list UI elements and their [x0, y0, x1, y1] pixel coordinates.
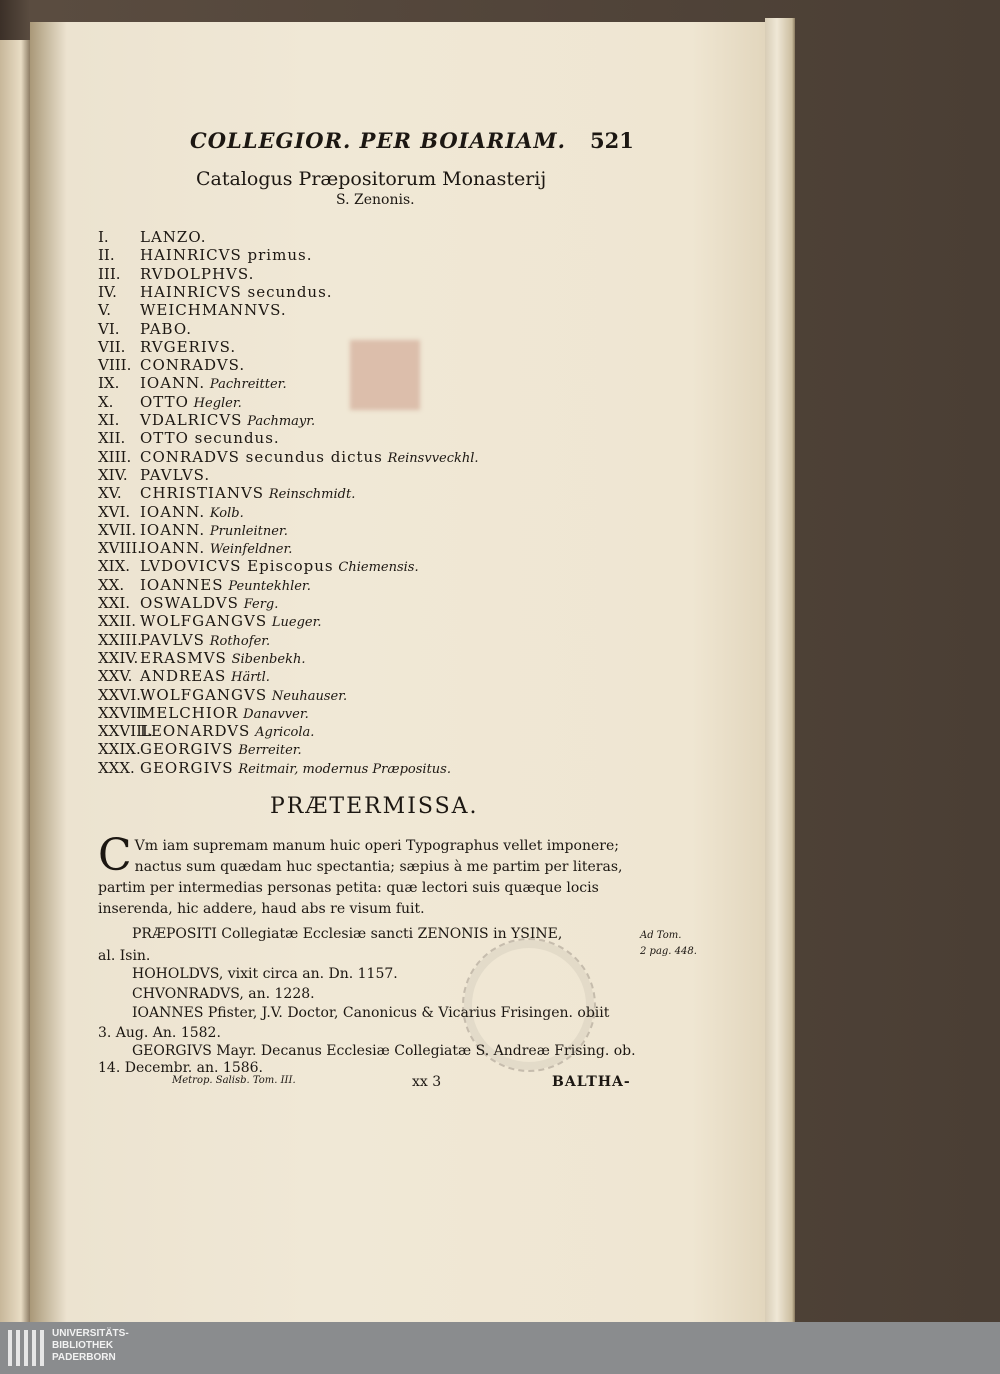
entry-surname: Danavver.: [243, 706, 309, 722]
entry-surname: Kolb.: [209, 505, 244, 521]
entry-name: WOLFGANGVS: [140, 612, 268, 631]
entry-surname: Reitmair, modernus Præpositus.: [238, 761, 451, 777]
entry-name: WOLFGANGVS: [140, 685, 268, 704]
entry-name: ANDREAS: [140, 667, 227, 686]
right-page-edge: [765, 18, 795, 1322]
catalog-entry: [98, 484, 355, 502]
library-name-line: BIBLIOTHEK: [52, 1340, 114, 1351]
catalog-entry: [98, 740, 302, 758]
praepositus-line: GEORGIVS Mayr. Decanus Ecclesiæ Collegiatæ S. Andreæ Frising. ob.: [132, 1043, 636, 1059]
catalog-entry: [98, 301, 287, 319]
entry-name: MELCHIOR: [140, 703, 239, 722]
entry-name: IOANN.: [140, 502, 206, 521]
catalog-entry: [98, 448, 479, 466]
entry-name: LVDOVICVS Episcopus: [140, 557, 334, 576]
entry-surname: Reinschmidt.: [268, 487, 356, 503]
catalog-entry: [98, 429, 280, 447]
entry-number: XX.: [98, 575, 125, 594]
entry-name: VDALRICVS: [140, 411, 243, 429]
entry-surname: Weinfeldner.: [209, 542, 293, 558]
catalog-title: Catalogus Præpositorum Monasterij: [196, 168, 547, 190]
entry-surname: Berreiter.: [238, 743, 302, 759]
entry-number: XXI.: [98, 594, 131, 612]
entry-surname: Neuhauser.: [271, 688, 348, 704]
section-heading: PRÆTERMISSA.: [270, 794, 479, 819]
catalog-entry: [98, 265, 254, 283]
entry-number: XV.: [98, 484, 122, 503]
entry-surname: Pachreitter.: [209, 377, 287, 393]
catalog-entry: [98, 539, 292, 557]
entry-surname: Prunleitner.: [209, 523, 288, 539]
entry-number: VIII.: [98, 356, 132, 375]
catalog-entry: [98, 356, 245, 374]
drop-cap: C: [98, 830, 132, 881]
entry-surname: Sibenbekh.: [231, 651, 306, 667]
praetermissa-paragraph: [98, 830, 638, 920]
entry-number: XXVI.: [98, 685, 141, 704]
catalog-entry: [98, 722, 314, 740]
entry-number: XXII.: [98, 612, 136, 631]
library-name-line: PADERBORN: [52, 1352, 116, 1363]
entry-number: VII.: [98, 337, 126, 356]
catalog-entry: [98, 631, 270, 649]
entry-name: PAVLVS: [140, 630, 205, 649]
catalog-entry: [98, 503, 244, 521]
entry-name: IOANN.: [140, 520, 206, 539]
entry-number: V.: [98, 301, 111, 320]
catalog-entry: [98, 411, 315, 429]
entry-number: XXVII.: [98, 703, 147, 722]
entry-name: PABO.: [140, 319, 193, 338]
catalog-subtitle: S. Zenonis.: [336, 192, 415, 208]
entry-surname: Peuntekhler.: [228, 578, 311, 594]
entry-number: XXIV.: [98, 648, 139, 667]
entry-number: IV.: [98, 282, 117, 301]
catalog-entry: [98, 338, 236, 356]
entry-name: WEICHMANNVS.: [140, 301, 287, 320]
page-number: 521: [590, 128, 634, 153]
entry-surname: Chiemensis.: [338, 560, 419, 576]
left-page-edge: [0, 40, 30, 1322]
entry-name: CONRADVS secundus dictus: [140, 447, 383, 466]
entry-number: XXIII.: [98, 630, 142, 649]
entry-number: XXVIII.: [98, 722, 153, 741]
catalog-entry: [98, 246, 312, 264]
library-footer-bar: [0, 1322, 1000, 1374]
catalog-entry: [98, 649, 305, 667]
entry-surname: Reinsvveckhl.: [387, 450, 479, 466]
library-name: [52, 1328, 129, 1364]
entry-number: II.: [98, 246, 115, 265]
margin-note: Ad Tom.: [640, 930, 682, 941]
entry-surname: Lueger.: [271, 615, 322, 631]
catalog-entry: [98, 612, 322, 630]
entry-number: XIX.: [98, 557, 131, 576]
entry-name: IOANN.: [140, 539, 206, 558]
entry-number: III.: [98, 264, 121, 283]
entry-number: XVI.: [98, 502, 131, 521]
catalog-entry: [98, 557, 419, 575]
entry-name: HAINRICVS primus.: [140, 246, 313, 265]
entry-number: XVIII.: [98, 539, 143, 558]
entry-number: I.: [98, 228, 109, 246]
catalog-entry: [98, 667, 270, 685]
entry-name: IOANNES: [140, 575, 224, 594]
entry-number: IX.: [98, 374, 120, 393]
entry-name: ERASMVS: [140, 648, 227, 667]
praepositus-line: HOHOLDVS, vixit circa an. Dn. 1157.: [132, 966, 398, 982]
praepositi-heading-cont: al. Isin.: [98, 948, 151, 964]
entry-number: XXX.: [98, 758, 135, 777]
catalog-entry: [98, 466, 210, 484]
entry-name: OSWALDVS: [140, 594, 239, 612]
entry-name: HAINRICVS secundus.: [140, 282, 333, 301]
footer-reference: Metrop. Salisb. Tom. III.: [172, 1075, 296, 1086]
catchword: BALTHA-: [552, 1074, 631, 1090]
catalog-entry: [98, 704, 309, 722]
entry-name: OTTO secundus.: [140, 429, 280, 448]
entry-number: XVII.: [98, 520, 137, 539]
catalog-entry: [98, 228, 207, 246]
catalog-entry: [98, 320, 192, 338]
entry-number: XXIX.: [98, 740, 141, 759]
catalog-entry: [98, 686, 347, 704]
entry-surname: Härtl.: [231, 670, 270, 686]
catalog-entry: [98, 393, 242, 411]
praepositi-heading: PRÆPOSITI Collegiatæ Ecclesiæ sancti ZENONIS in YSINE,: [132, 926, 563, 942]
entry-name: LANZO.: [140, 228, 207, 246]
entry-surname: Rothofer.: [209, 633, 271, 649]
entry-name: GEORGIVS: [140, 740, 234, 759]
entry-name: RVDOLPHVS.: [140, 264, 255, 283]
catalog-entry: [98, 576, 311, 594]
entry-name: CHRISTIANVS: [140, 484, 265, 503]
entry-name: PAVLVS.: [140, 465, 211, 484]
margin-note: 2 pag. 448.: [640, 946, 697, 957]
entry-number: XIII.: [98, 447, 132, 466]
catalog-entry: [98, 283, 333, 301]
entry-number: VI.: [98, 319, 120, 338]
paper-stain: [350, 340, 420, 410]
catalog-entry: [98, 374, 287, 392]
catalog-entry: [98, 594, 278, 612]
entry-name: IOANN.: [140, 374, 206, 393]
entry-number: XI.: [98, 411, 120, 429]
catalog-entry: [98, 759, 451, 777]
entry-number: XXV.: [98, 667, 133, 686]
entry-surname: Hegler.: [193, 395, 242, 411]
entry-name: RVGERIVS.: [140, 337, 237, 356]
library-logo-icon: [8, 1330, 44, 1366]
praepositus-line-cont: 3. Aug. An. 1582.: [98, 1025, 221, 1041]
signature-mark: xx 3: [412, 1074, 442, 1090]
entry-name: LEONARDVS: [140, 722, 251, 741]
entry-name: GEORGIVS: [140, 758, 234, 777]
catalog-entry: [98, 521, 288, 539]
paragraph-text: Vm iam supremam manum huic operi Typographus vellet imponere; nactus sum quædam huc spectantia; sæpius à me partim per literas, partim per intermedias personas petita: quæ lectori suis quæque locis inserenda, hic addere, haud abs re visum fuit.: [98, 838, 623, 917]
entry-name: OTTO: [140, 392, 189, 411]
library-name-line: UNIVERSITÄTS-: [52, 1328, 129, 1339]
praepositus-line-cont: 14. Decembr. an. 1586.: [98, 1060, 263, 1076]
entry-surname: Agricola.: [255, 725, 315, 741]
entry-surname: Pachmayr.: [247, 414, 316, 429]
running-title: COLLEGIOR. PER BOIARIAM.: [190, 128, 566, 153]
praepositus-line: IOANNES Pfister, J.V. Doctor, Canonicus & Vicarius Frisingen. obiit: [132, 1005, 610, 1021]
entry-number: XII.: [98, 429, 126, 448]
entry-name: CONRADVS.: [140, 356, 246, 375]
entry-number: XIV.: [98, 465, 128, 484]
entry-surname: Ferg.: [243, 597, 279, 612]
praepositus-line: CHVONRADVS, an. 1228.: [132, 986, 315, 1002]
entry-number: X.: [98, 392, 114, 411]
